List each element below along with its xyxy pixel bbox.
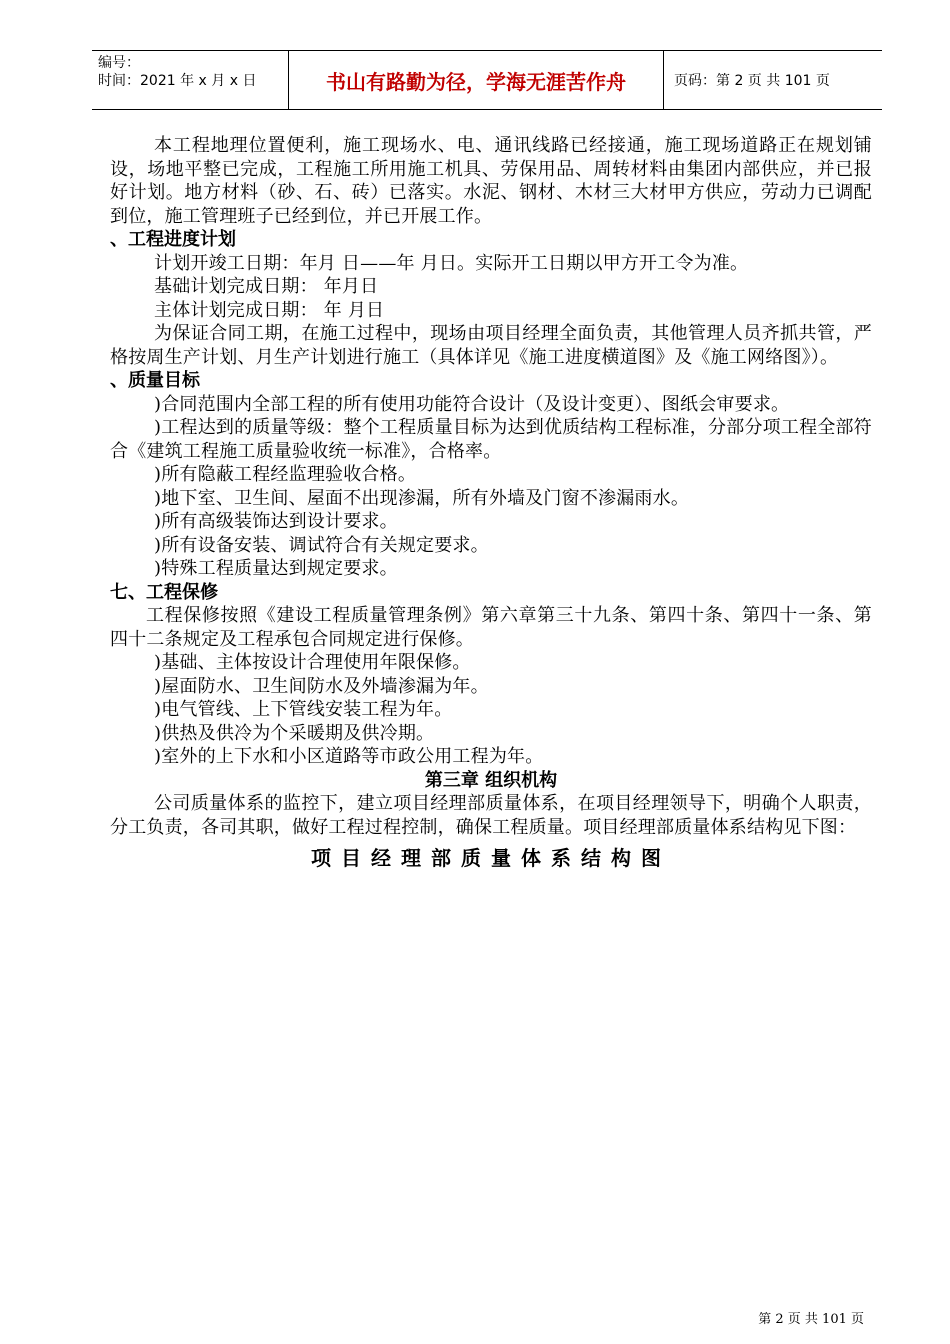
document-code-label: 编号： <box>98 55 140 71</box>
quality-item-5: )所有高级装饰达到设计要求。 <box>154 511 398 532</box>
heading-quality: 、质量目标 <box>110 370 200 391</box>
warranty-item-4: )供热及供冷为个采暖期及供冷期。 <box>154 722 435 744</box>
paragraph-site-conditions: 本工程地理位置便利，施工现场水、电、通讯线路已经接通，施工现场道路正在规划铺设，场地平整已完成，工程施工所用施工机具、劳保用品、周转材料由集团内部供应，并已报好计划。地方材料（砂、石、砖）已落实。水泥、钢材、木材三大材甲方供应，劳动力已调配到位，施工管理班子已经到位，并已开展工作。 <box>110 135 872 227</box>
document-body <box>110 134 872 871</box>
quality-item-4: )地下室、卫生间、屋面不出现渗漏，所有外墙及门窗不渗漏雨水。 <box>154 487 690 509</box>
document-time-label: 时间：2021 年 x 月 x 日 <box>98 73 257 89</box>
chapter-title: 第三章 组织机构 <box>424 769 558 791</box>
quality-item-2: )工程达到的质量等级：整个工程质量目标为达到优质结构工程标准，分部分项工程全部符合《建筑工程施工质量验收统一标准》，合格率。 <box>110 417 872 462</box>
schedule-start-end: 计划开竣工日期：年月 日——年 月日。实际开工日期以甲方开工令为准。 <box>154 252 749 274</box>
heading-warranty: 七、工程保修 <box>110 581 218 603</box>
warranty-item-5: )室外的上下水和小区道路等市政公用工程为年。 <box>154 746 544 767</box>
paragraph-organization: 公司质量体系的监控下，建立项目经理部质量体系，在项目经理领导下，明确个人职责，分工负责，各司其职，做好工程过程控制，确保工程质量。项目经理部质量体系结构见下图： <box>110 793 872 838</box>
warranty-item-1: )基础、主体按设计合理使用年限保修。 <box>154 652 471 673</box>
warranty-item-2: )屋面防水、卫生间防水及外墙渗漏为年。 <box>154 675 489 697</box>
diagram-title: 项目经理部质量体系结构图 <box>311 846 671 870</box>
page-header <box>92 50 882 110</box>
quality-item-6: )所有设备安装、调试符合有关规定要求。 <box>154 534 489 556</box>
header-meta <box>92 51 288 109</box>
schedule-foundation: 基础计划完成日期： 年月日 <box>154 276 379 297</box>
page-footer: 第 2 页 共 101 页 <box>758 1312 864 1327</box>
schedule-main-structure: 主体计划完成日期： 年 月日 <box>154 299 385 321</box>
quality-item-7: )特殊工程质量达到规定要求。 <box>154 558 398 579</box>
quality-item-3: )所有隐蔽工程经监理验收合格。 <box>154 464 417 485</box>
warranty-item-3: )电气管线、上下管线安装工程为年。 <box>154 699 453 720</box>
paragraph-warranty: 工程保修按照《建设工程质量管理条例》第六章第三十九条、第四十条、第四十一条、第四十二条规定及工程承包合同规定进行保修。 <box>110 605 872 650</box>
header-motto: 书山有路勤为径，学海无涯苦作舟 <box>288 51 664 109</box>
heading-schedule: 、工程进度计划 <box>110 229 236 250</box>
header-page-number: 页码：第 2 页 共 101 页 <box>674 73 830 89</box>
quality-item-1: )合同范围内全部工程的所有使用功能符合设计（及设计变更）、图纸会审要求。 <box>154 393 790 415</box>
paragraph-schedule-guarantee: 为保证合同工期，在施工过程中，现场由项目经理全面负责，其他管理人员齐抓共管，严格按周生产计划、月生产计划进行施工（具体详见《施工进度横道图》及《施工网络图》）。 <box>110 323 872 368</box>
